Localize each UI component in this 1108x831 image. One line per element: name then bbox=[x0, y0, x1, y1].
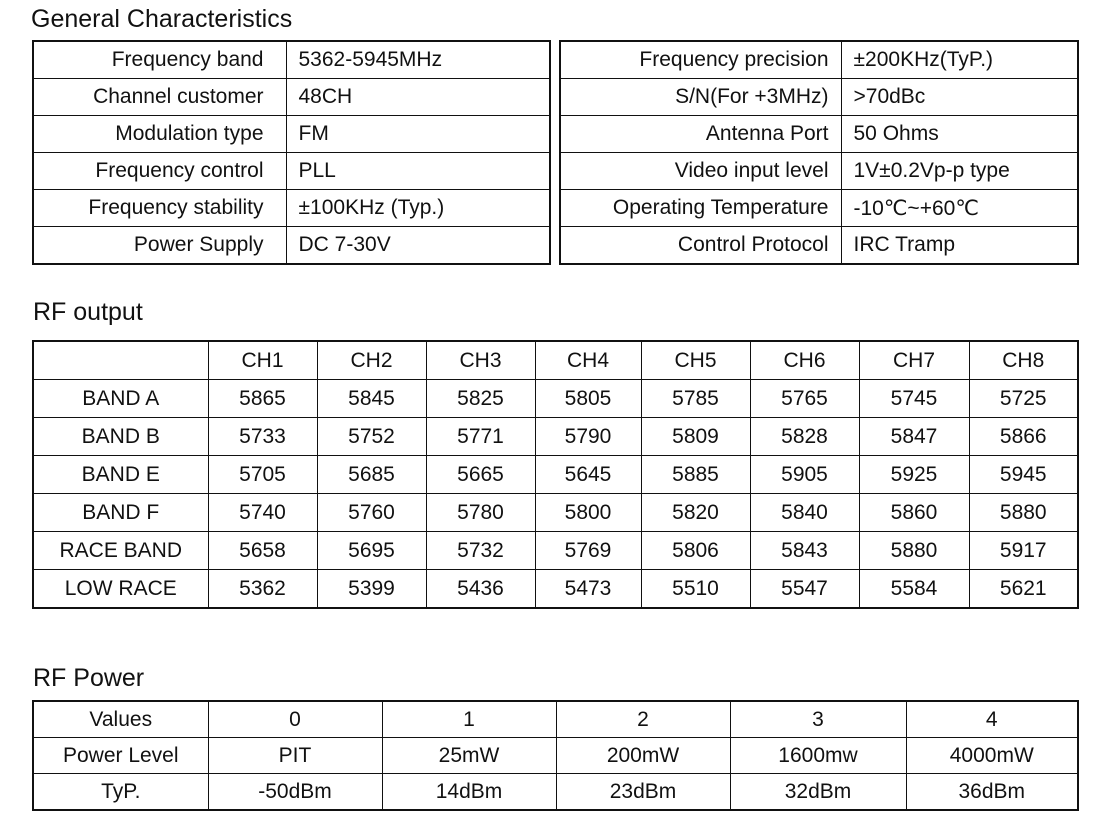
frequency-cell: 5880 bbox=[859, 532, 969, 570]
frequency-cell: 5665 bbox=[426, 456, 535, 494]
power-row-label: Values bbox=[33, 701, 208, 738]
frequency-cell: 5917 bbox=[969, 532, 1078, 570]
rf-output-table bbox=[32, 340, 1079, 609]
spec-value: 50 Ohms bbox=[841, 116, 1078, 153]
rf-output-title: RF output bbox=[33, 298, 143, 326]
frequency-cell: 5809 bbox=[641, 418, 750, 456]
channel-header: CH4 bbox=[535, 341, 641, 380]
corner-cell bbox=[33, 341, 208, 380]
spec-value: DC 7-30V bbox=[286, 227, 550, 265]
table-row bbox=[33, 494, 1078, 532]
frequency-cell: 5769 bbox=[535, 532, 641, 570]
frequency-cell: 5790 bbox=[535, 418, 641, 456]
band-name: BAND F bbox=[33, 494, 208, 532]
general-characteristics-right-table bbox=[559, 40, 1079, 265]
power-row-label: TyP. bbox=[33, 774, 208, 811]
table-row bbox=[33, 701, 1078, 738]
power-row-label: Power Level bbox=[33, 738, 208, 774]
frequency-cell: 5760 bbox=[317, 494, 426, 532]
frequency-cell: 5785 bbox=[641, 380, 750, 418]
table-row bbox=[33, 532, 1078, 570]
table-row bbox=[33, 774, 1078, 811]
band-name: BAND B bbox=[33, 418, 208, 456]
frequency-cell: 5584 bbox=[859, 570, 969, 609]
frequency-cell: 5820 bbox=[641, 494, 750, 532]
channel-header: CH1 bbox=[208, 341, 317, 380]
frequency-cell: 5740 bbox=[208, 494, 317, 532]
table-header-row bbox=[33, 341, 1078, 380]
band-name: LOW RACE bbox=[33, 570, 208, 609]
frequency-cell: 5733 bbox=[208, 418, 317, 456]
power-cell: 1600mw bbox=[730, 738, 906, 774]
power-cell: -50dBm bbox=[208, 774, 382, 811]
frequency-cell: 5705 bbox=[208, 456, 317, 494]
frequency-cell: 5399 bbox=[317, 570, 426, 609]
channel-header: CH2 bbox=[317, 341, 426, 380]
frequency-cell: 5860 bbox=[859, 494, 969, 532]
frequency-cell: 5840 bbox=[750, 494, 859, 532]
frequency-cell: 5843 bbox=[750, 532, 859, 570]
table-row bbox=[560, 227, 1078, 265]
spec-value: -10℃~+60℃ bbox=[841, 190, 1078, 227]
frequency-cell: 5845 bbox=[317, 380, 426, 418]
spec-value: >70dBc bbox=[841, 79, 1078, 116]
spec-label: Frequency control bbox=[33, 153, 286, 190]
band-name: BAND E bbox=[33, 456, 208, 494]
frequency-cell: 5780 bbox=[426, 494, 535, 532]
frequency-cell: 5945 bbox=[969, 456, 1078, 494]
spec-value: PLL bbox=[286, 153, 550, 190]
spec-label: Control Protocol bbox=[560, 227, 841, 265]
frequency-cell: 5745 bbox=[859, 380, 969, 418]
frequency-cell: 5645 bbox=[535, 456, 641, 494]
frequency-cell: 5658 bbox=[208, 532, 317, 570]
table-row bbox=[33, 79, 550, 116]
spec-label: Frequency precision bbox=[560, 41, 841, 79]
frequency-cell: 5825 bbox=[426, 380, 535, 418]
frequency-cell: 5765 bbox=[750, 380, 859, 418]
spec-label: Antenna Port bbox=[560, 116, 841, 153]
frequency-cell: 5866 bbox=[969, 418, 1078, 456]
frequency-cell: 5547 bbox=[750, 570, 859, 609]
table-row bbox=[33, 456, 1078, 494]
frequency-cell: 5885 bbox=[641, 456, 750, 494]
frequency-cell: 5865 bbox=[208, 380, 317, 418]
table-row bbox=[33, 570, 1078, 609]
frequency-cell: 5905 bbox=[750, 456, 859, 494]
power-cell: 36dBm bbox=[906, 774, 1078, 811]
power-cell: 14dBm bbox=[382, 774, 556, 811]
table-row bbox=[560, 41, 1078, 79]
spec-value: 1V±0.2Vp-p type bbox=[841, 153, 1078, 190]
frequency-cell: 5732 bbox=[426, 532, 535, 570]
spec-value: ±200KHz(TyP.) bbox=[841, 41, 1078, 79]
spec-value: FM bbox=[286, 116, 550, 153]
power-cell: 1 bbox=[382, 701, 556, 738]
table-row bbox=[33, 116, 550, 153]
power-cell: 32dBm bbox=[730, 774, 906, 811]
spec-value: IRC Tramp bbox=[841, 227, 1078, 265]
power-cell: 25mW bbox=[382, 738, 556, 774]
spec-value: 48CH bbox=[286, 79, 550, 116]
band-name: RACE BAND bbox=[33, 532, 208, 570]
spec-label: Frequency band bbox=[33, 41, 286, 79]
general-characteristics-left-table bbox=[32, 40, 551, 265]
table-row bbox=[33, 380, 1078, 418]
table-row bbox=[560, 116, 1078, 153]
frequency-cell: 5771 bbox=[426, 418, 535, 456]
frequency-cell: 5362 bbox=[208, 570, 317, 609]
frequency-cell: 5621 bbox=[969, 570, 1078, 609]
general-characteristics-title: General Characteristics bbox=[31, 5, 293, 33]
power-cell: PIT bbox=[208, 738, 382, 774]
spec-label: Power Supply bbox=[33, 227, 286, 265]
channel-header: CH6 bbox=[750, 341, 859, 380]
table-row bbox=[560, 153, 1078, 190]
frequency-cell: 5925 bbox=[859, 456, 969, 494]
rf-power-title: RF Power bbox=[33, 664, 145, 692]
power-cell: 200mW bbox=[556, 738, 730, 774]
table-row bbox=[560, 190, 1078, 227]
table-row bbox=[33, 418, 1078, 456]
spec-value: ±100KHz (Typ.) bbox=[286, 190, 550, 227]
frequency-cell: 5510 bbox=[641, 570, 750, 609]
rf-power-table bbox=[32, 700, 1079, 811]
frequency-cell: 5695 bbox=[317, 532, 426, 570]
frequency-cell: 5806 bbox=[641, 532, 750, 570]
frequency-cell: 5752 bbox=[317, 418, 426, 456]
channel-header: CH8 bbox=[969, 341, 1078, 380]
table-row bbox=[33, 227, 550, 265]
frequency-cell: 5805 bbox=[535, 380, 641, 418]
frequency-cell: 5685 bbox=[317, 456, 426, 494]
spec-label: Operating Temperature bbox=[560, 190, 841, 227]
table-row bbox=[33, 153, 550, 190]
power-cell: 23dBm bbox=[556, 774, 730, 811]
table-row bbox=[33, 41, 550, 79]
power-cell: 2 bbox=[556, 701, 730, 738]
band-name: BAND A bbox=[33, 380, 208, 418]
spec-label: Modulation type bbox=[33, 116, 286, 153]
channel-header: CH7 bbox=[859, 341, 969, 380]
frequency-cell: 5473 bbox=[535, 570, 641, 609]
channel-header: CH5 bbox=[641, 341, 750, 380]
power-cell: 4 bbox=[906, 701, 1078, 738]
spec-value: 5362-5945MHz bbox=[286, 41, 550, 79]
spec-label: Video input level bbox=[560, 153, 841, 190]
power-cell: 0 bbox=[208, 701, 382, 738]
frequency-cell: 5725 bbox=[969, 380, 1078, 418]
frequency-cell: 5436 bbox=[426, 570, 535, 609]
channel-header: CH3 bbox=[426, 341, 535, 380]
frequency-cell: 5800 bbox=[535, 494, 641, 532]
spec-label: Frequency stability bbox=[33, 190, 286, 227]
spec-label: Channel customer bbox=[33, 79, 286, 116]
table-row bbox=[33, 190, 550, 227]
frequency-cell: 5880 bbox=[969, 494, 1078, 532]
frequency-cell: 5828 bbox=[750, 418, 859, 456]
table-row bbox=[33, 738, 1078, 774]
frequency-cell: 5847 bbox=[859, 418, 969, 456]
power-cell: 4000mW bbox=[906, 738, 1078, 774]
spec-label: S/N(For +3MHz) bbox=[560, 79, 841, 116]
table-row bbox=[560, 79, 1078, 116]
power-cell: 3 bbox=[730, 701, 906, 738]
